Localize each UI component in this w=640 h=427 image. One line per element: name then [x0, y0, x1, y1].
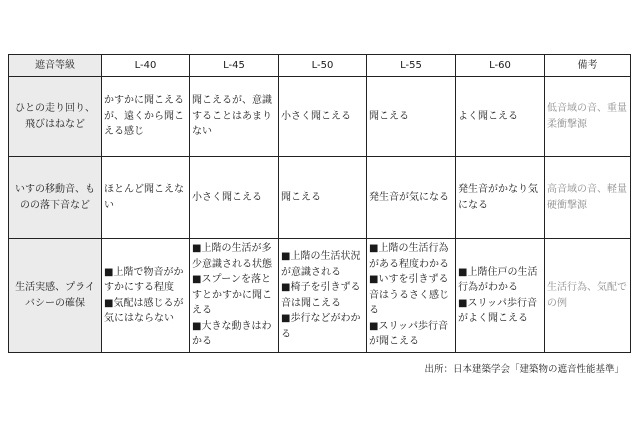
cell-l55: 聞こえる: [367, 77, 456, 157]
bullet-item: ■スプーンを落とすとかすかに聞こえる: [192, 274, 272, 317]
row-chair-falling: [9, 157, 631, 239]
cell-l50: 小さく聞こえる: [279, 77, 367, 157]
cell-l45: 小さく聞こえる: [190, 157, 279, 239]
cell-l40: [102, 239, 190, 353]
header-row: [9, 55, 631, 77]
bullet-item: ■上階住戸の生活行為がわかる: [458, 266, 538, 293]
cell-l50: 聞こえる: [279, 157, 367, 239]
cell-l55: 発生音が気になる: [367, 157, 456, 239]
header-l40: L-40: [102, 55, 190, 77]
bullet-item: ■上階の生活が多少意識される状態: [192, 243, 272, 270]
cell-remarks: 高音域の音、軽量硬衝撃源: [545, 157, 631, 239]
header-l55: L-55: [367, 55, 456, 77]
bullet-item: ■歩行などがわかる: [281, 313, 361, 340]
bullet-item: ■スリッパ歩行音が聞こえる: [369, 320, 449, 348]
source-caption: 出所：日本建築学会「建築物の遮音性能基準」: [424, 364, 624, 375]
header-remarks: 備考: [545, 55, 631, 77]
cell-remarks: 生活行為、気配での例: [545, 239, 631, 353]
cell-l60: 発生音がかなり気になる: [456, 157, 545, 239]
bullet-item: ■上階で物音がかすかにする程度: [104, 266, 184, 293]
row-privacy: [9, 239, 631, 353]
bullet-item: ■上階の生活行為がある程度わかる: [369, 243, 449, 270]
bullet-item: ■椅子を引きずる音は聞こえる: [281, 282, 361, 309]
cell-l50: [279, 239, 367, 353]
cell-l40: ほとんど聞こえない: [102, 157, 190, 239]
header-l50: L-50: [279, 55, 367, 77]
cell-l55: [367, 239, 456, 353]
bullet-item: ■大きな動きはわかる: [192, 320, 272, 348]
row-label: いすの移動音、ものの落下音など: [9, 157, 102, 239]
cell-remarks: 低音域の音、重量柔衝撃源: [545, 77, 631, 157]
bullet-item: ■上階の生活状況が意識される: [281, 251, 361, 278]
sound-insulation-table: [8, 54, 631, 353]
header-l45: L-45: [190, 55, 279, 77]
row-running-jumping: [9, 77, 631, 157]
cell-l60: よく聞こえる: [456, 77, 545, 157]
cell-l60: [456, 239, 545, 353]
bullet-item: ■スリッパ歩行音がよく聞こえる: [458, 297, 538, 324]
cell-l45: 聞こえるが、意識することはあまりない: [190, 77, 279, 157]
header-grade: 遮音等級: [9, 55, 102, 77]
header-l60: L-60: [456, 55, 545, 77]
row-label: 生活実感、プライバシーの確保: [9, 239, 102, 353]
bullet-item: ■いすを引きずる音はうるさく感じる: [369, 274, 449, 317]
bullet-item: ■気配は感じるが気にはならない: [104, 297, 184, 324]
cell-l45: [190, 239, 279, 353]
row-label: ひとの走り回り、飛びはねなど: [9, 77, 102, 157]
cell-l40: かすかに聞こえるが、遠くから聞こえる感じ: [102, 77, 190, 157]
